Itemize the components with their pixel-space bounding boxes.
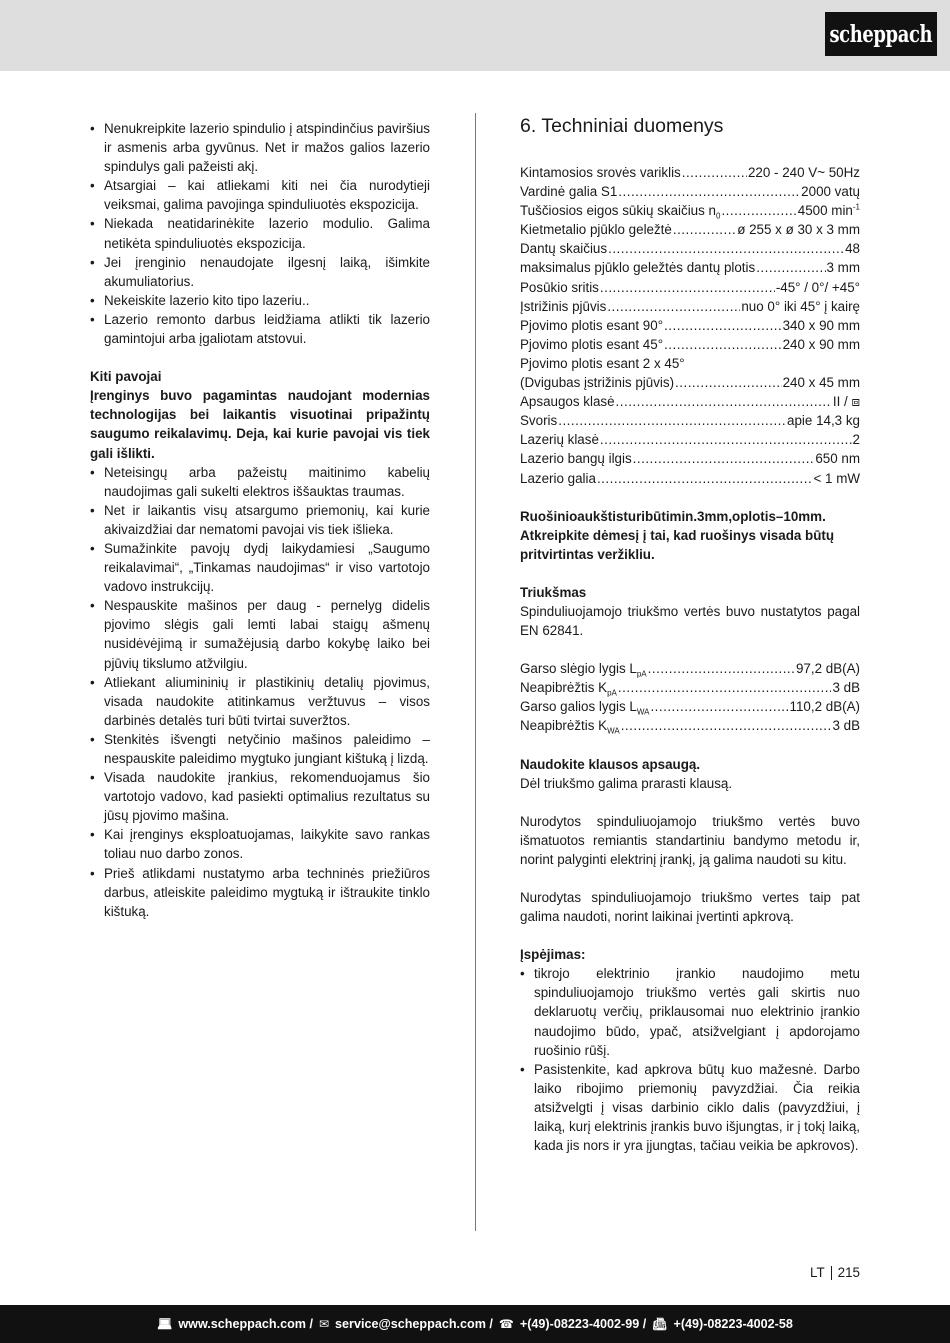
- workpiece-note: Ruošinioaukštisturibūtimin.3mm,oplotis–10mm. Atkreipkite dėmesį į tai, kad ruošinys visada būtų pritvirtintas veržikliu.: [520, 508, 835, 562]
- noise-intro: Spinduliuojamojo triukšmo vertės buvo nustatytos pagal EN 62841.: [520, 603, 860, 639]
- footer-phone: +(49)-08223-4002-99 /: [519, 1317, 647, 1331]
- noise-row: Garso slėgio lygis $L_{pA}$ ..... 97,2 dB(A): [520, 659, 860, 678]
- spec-row: Dantų skaičius ..... 48: [520, 239, 860, 258]
- email-icon: ✉︎: [318, 1317, 330, 1331]
- footer-email: service@scheppach.com /: [335, 1317, 493, 1331]
- spec-row: Lazerio galia ..... < 1 mW: [520, 469, 860, 488]
- spec-row: Lazerių klasė ..... 2: [520, 430, 860, 449]
- footer-website: www.scheppach.com /: [178, 1317, 313, 1331]
- right-column: [520, 113, 860, 1155]
- brand-logo: scheppach: [825, 12, 937, 56]
- spec-row: Kintamosios srovės variklis ..... 220 - 240 V~ 50Hz: [520, 163, 860, 182]
- list-item: • Prieš atlikdami nustatymo arba techninės priežiūros darbus, atleiskite paleidimo mygtuką ir ištraukite tinklo kištuką.: [90, 864, 430, 921]
- spec-row: Pjovimo plotis esant 2 x 45°: [520, 355, 685, 371]
- list-item: • Neteisingų arba pažeistų maitinimo kabelių naudojimas gali sukelti elektros iššauktas traumas.: [90, 463, 430, 501]
- computer-icon: 💻︎: [157, 1317, 173, 1331]
- list-item: • Sumažinkite pavojų dydį laikydamiesi „Saugumo reikalavimai“, „Tinkamas naudojimas“ ir viso vartotojo vadovo instrukcijų.: [90, 539, 430, 596]
- column-divider: [475, 113, 476, 1231]
- laser-safety-list: [90, 119, 430, 348]
- noise-table: [520, 659, 860, 735]
- list-item: • Niekada neatidarinėkite lazerio modulio. Galima netikėta spinduliuotės ekspozicija.: [90, 214, 430, 252]
- list-item: • tikrojo elektrinio įrankio naudojimo metu spinduliuojamojo triukšmo vertės gali skirtis nuo deklaruotų verčių, priklausomai nuo elektrinio įrankio naudojimo būdo, ypač, atsižvelgiant į apdorojamo ruošinio rūšį.: [520, 964, 860, 1059]
- spec-table: [520, 163, 860, 488]
- phone-icon: ☎︎: [498, 1317, 514, 1331]
- warning-heading: Įspėjimas:: [520, 947, 586, 963]
- noise-heading: Triukšmas: [520, 584, 587, 600]
- footer-contact-bar: [0, 1305, 950, 1343]
- spec-row: Posūkio sritis ..... -45° / 0°/ +45°: [520, 278, 860, 297]
- noise-row: Neapibrėžtis $K_{pA}$ ..... 3 dB: [520, 678, 860, 697]
- list-item: • Kai įrenginys eksploatuojamas, laikykite savo rankas toliau nuo darbo zonos.: [90, 825, 430, 863]
- list-item: • Stenkitės išvengti netyčinio mašinos paleidimo – nespauskite paleidimo mygtuko jungiant kištuką į lizdą.: [90, 730, 430, 768]
- list-item: • Nespauskite mašinos per daug - pernelyg didelis pjovimo slėgis gali lemti labai staigų ašmenų nusidėvėjimą ir sumažėjusią darbo kokybę laiko bei pjūvių tikslumo atžvilgiu.: [90, 596, 430, 672]
- list-item: • Atliekant aliumininių ir plastikinių detalių pjovimus, visada naudokite atitinkamus veržtuvus – visos darbinės detalės turi būti tvirtai suveržtos.: [90, 673, 430, 730]
- list-item: • Nekeiskite lazerio kito tipo lazeriu..: [90, 291, 430, 310]
- ear-protection-text: Dėl triukšmo galima prarasti klausą.: [520, 775, 733, 791]
- footer-fax: +(49)-08223-4002-58: [673, 1317, 793, 1331]
- other-dangers-intro: Įrenginys buvo pagamintas naudojant modernias technologijas bei laikantis visuotinai pripažintų saugumo reikalavimų. Deja, kai kurie pavojai vis tiek gali išlikti.: [90, 388, 430, 461]
- spec-row: Tuščiosios eigos sūkių skaičius $n_0$ ..... 4500 $\min^{-1}$: [520, 201, 860, 220]
- noise-paragraph-1: Nurodytos spinduliuojamojo triukšmo vertės buvo išmatuotos remiantis standartiniu bandymo metodu ir, norint palyginti elektrinį įrankį, ją galima naudoti su kitu.: [520, 813, 860, 867]
- spec-row: (Dvigubas įstrižinis pjūvis) ..... 240 x 45 mm: [520, 373, 860, 392]
- left-column: [90, 119, 430, 921]
- spec-row: Kietmetalio pjūklo geležtė ..... ø 255 x ø 30 x 3 mm: [520, 220, 860, 239]
- ear-protection-heading: Naudokite klausos apsaugą.: [520, 756, 701, 772]
- spec-row: Įstrižinis pjūvis ..... nuo 0° iki 45° į kairę: [520, 297, 860, 316]
- list-item: • Jei įrenginio nenaudojate ilgesnį laiką, išimkite akumuliatorius.: [90, 253, 430, 291]
- noise-row: Neapibrėžtis $K_{WA}$ ..... 3 dB: [520, 716, 860, 735]
- page-number: LT 215: [810, 1265, 860, 1280]
- list-item: • Visada naudokite įrankius, rekomenduojamus šio vartotojo vadovo, kad pasiekti optimalius rezultatus su jūsų pjovimo mašina.: [90, 768, 430, 825]
- other-dangers-heading: Kiti pavojai: [90, 369, 162, 385]
- section-title: 6. Techniniai duomenys: [520, 115, 724, 137]
- list-item: • Atsargiai – kai atliekami kiti nei čia nurodytieji veiksmai, galima pavojinga spinduliuotės ekspozicija.: [90, 176, 430, 214]
- spec-row: Vardinė galia S1 ..... 2000 vatų: [520, 182, 860, 201]
- spec-row: maksimalus pjūklo geležtės dantų plotis ..... 3 mm: [520, 258, 860, 277]
- list-item: • Nenukreipkite lazerio spindulio į atspindinčius paviršius ir asmenis arba gyvūnus. Net ir mažos galios lazerio spindulys gali pažeisti akį.: [90, 119, 430, 176]
- spec-row: Apsaugos klasė ..... II / ⧈: [520, 392, 860, 411]
- list-item: • Pasistenkite, kad apkrova būtų kuo mažesnė. Darbo laiko ribojimo priemonių pavyzdžiai. Čia reikia atsižvelgti į visas darbinio ciklo dalis (pavyzdžiui, į laiką, kurį elektrinis įrankis buvo išjungtas, ir į tokį laiką, kada jis nors ir yra įjungtas, tačiau veikia be apkrovos).: [520, 1060, 860, 1155]
- noise-row: Garso galios lygis $L_{WA}$ ..... 110,2 dB(A): [520, 697, 860, 716]
- spec-row: Pjovimo plotis esant 45° ..... 240 x 90 mm: [520, 335, 860, 354]
- list-item: • Lazerio remonto darbus leidžiama atlikti tik lazerio gamintojui arba įgaliotam atstovui.: [90, 310, 430, 348]
- spec-row: Lazerio bangų ilgis ..... 650 nm: [520, 449, 860, 468]
- spec-row: Pjovimo plotis esant 90° ..... 340 x 90 mm: [520, 316, 860, 335]
- fax-icon: 📠︎: [652, 1317, 668, 1331]
- list-item: • Net ir laikantis visų atsargumo priemonių, kai kurie akivaizdžiai dar nematomi pavojai vis tiek išlieka.: [90, 501, 430, 539]
- other-dangers-list: [90, 463, 430, 921]
- noise-paragraph-2: Nurodytas spinduliuojamojo triukšmo vertes taip pat galima naudoti, norint laikinai įvertinti apkrovą.: [520, 890, 860, 925]
- spec-row: Svoris ..... apie 14,3 kg: [520, 411, 860, 430]
- header-band: [0, 0, 950, 71]
- warning-list: [520, 964, 860, 1155]
